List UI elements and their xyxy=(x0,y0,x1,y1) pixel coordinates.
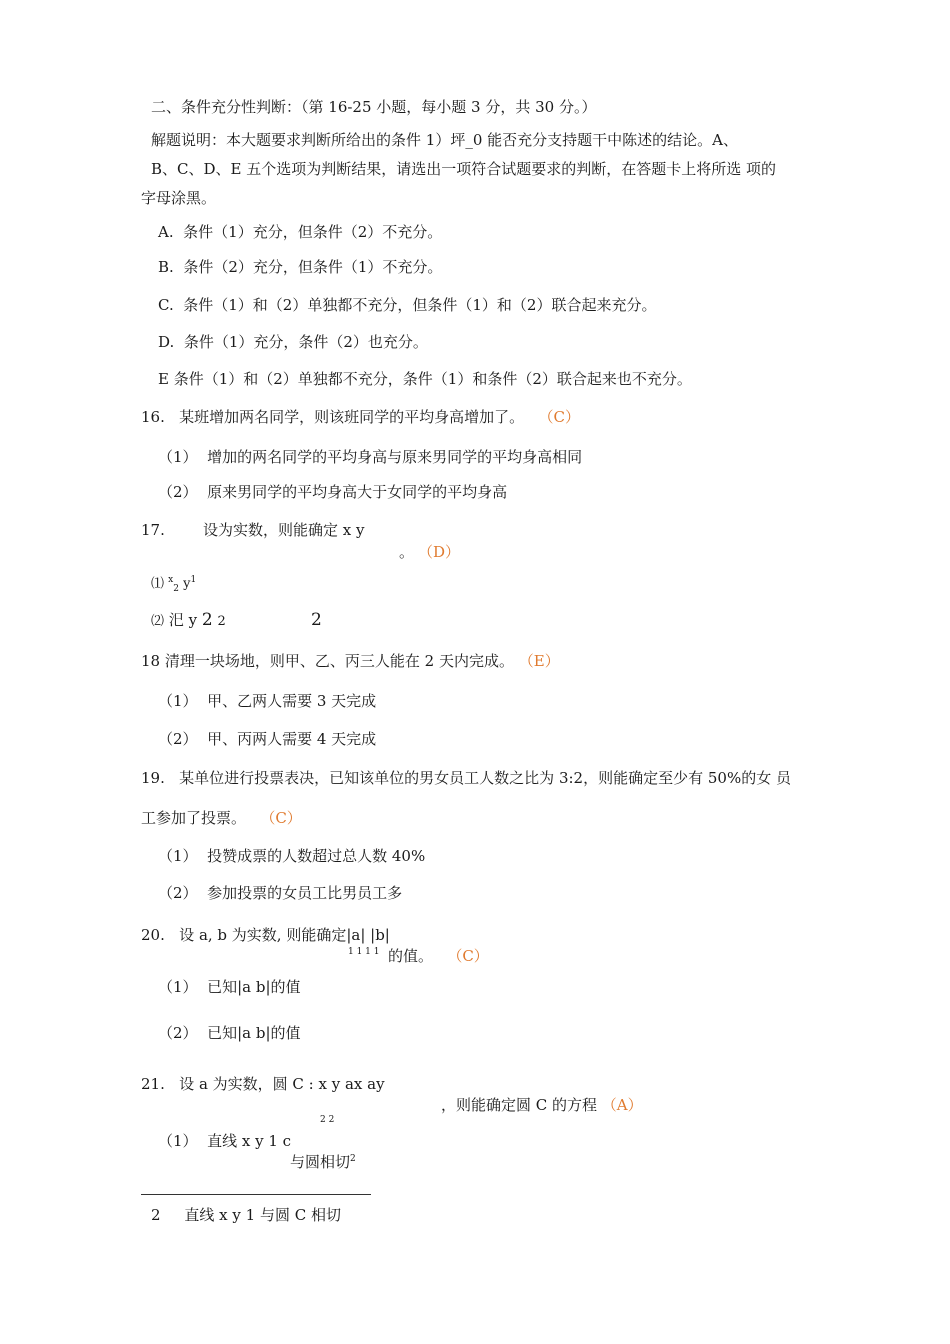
answer-key: （C） xyxy=(538,408,580,426)
option-b xyxy=(158,260,442,275)
question-number: 21. xyxy=(141,1075,165,1093)
condition-text: 汜 y xyxy=(168,611,198,629)
question-stem: 的值。 xyxy=(388,947,434,965)
condition-text: 增加的两名同学的平均身高与原来男同学的平均身高相同 xyxy=(207,448,583,466)
question-20-tail xyxy=(388,949,489,964)
instructions-line-1: 解题说明：本大题要求判断所给出的条件 1）坪_0 能否充分支持题干中陈述的结论。A、 xyxy=(151,131,738,149)
question-stem: 清理一块场地，则甲、乙、丙三人能在 2 天内完成。 xyxy=(164,652,514,670)
option-text: E 条件（1）和（2）单独都不充分，条件（1）和条件（2）联合起来也不充分。 xyxy=(158,370,692,388)
exponent: 2 xyxy=(311,610,322,630)
section-header: 二、条件充分性判断：（第 16-25 小题，每小题 3 分，共 30 分。） xyxy=(151,98,597,116)
q21-condition-1-tail xyxy=(290,1155,356,1170)
answer-key: （A） xyxy=(601,1096,643,1114)
condition-label: ⑵ xyxy=(151,614,165,629)
superscript: 2 xyxy=(350,1154,356,1164)
q21-condition-1 xyxy=(158,1134,291,1149)
subscript: 2 xyxy=(173,583,179,594)
question-17-period: 。 xyxy=(399,543,415,561)
question-stem: 设 a 为实数，圆 C : x y ax ay xyxy=(179,1075,385,1093)
option-text: 条件（1）充分，条件（2）也充分。 xyxy=(183,333,428,351)
condition-label: （1） xyxy=(158,692,198,710)
option-letter: B. xyxy=(158,258,174,276)
question-stem: 工参加了投票。 xyxy=(141,809,247,827)
condition-label: ⑴ xyxy=(151,576,165,592)
q20-condition-1 xyxy=(158,980,301,995)
condition-text: 投赞成票的人数超过总人数 40% xyxy=(207,847,426,865)
condition-label: （2） xyxy=(158,730,198,748)
q19-condition-2 xyxy=(158,886,402,901)
question-number: 20. xyxy=(141,926,165,944)
q18-condition-2 xyxy=(158,732,376,747)
question-19 xyxy=(141,771,791,786)
condition-text: 原来男同学的平均身高大于女同学的平均身高 xyxy=(207,483,508,501)
condition-text: 已知|a b|的值 xyxy=(207,978,301,996)
question-19-line-2 xyxy=(141,811,302,826)
question-stem: 某单位进行投票表决，已知该单位的男女员工人数之比为 3:2，则能确定至少有 50%的女 员 xyxy=(179,769,791,787)
q17-condition-1 xyxy=(151,576,196,594)
q20-condition-2 xyxy=(158,1026,301,1041)
question-21 xyxy=(141,1077,385,1092)
question-stem: 某班增加两名同学，则该班同学的平均身高增加了。 xyxy=(179,408,525,426)
option-letter: C. xyxy=(158,296,174,314)
question-number: 19. xyxy=(141,769,165,787)
instructions-line-3: 字母涂黑。 xyxy=(141,189,217,207)
question-21-tail xyxy=(441,1098,643,1113)
answer-key: （D） xyxy=(418,543,461,561)
answer-key: （E） xyxy=(518,652,560,670)
condition-text: 直线 x y 1 c xyxy=(207,1132,292,1150)
option-e xyxy=(158,372,692,387)
option-text: 条件（2）充分，但条件（1）不充分。 xyxy=(183,258,443,276)
condition-text: 参加投票的女员工比男员工多 xyxy=(207,884,403,902)
condition-label: （2） xyxy=(158,483,198,501)
condition-label: （2） xyxy=(158,884,198,902)
question-18 xyxy=(141,654,560,669)
exponent: 2 2 xyxy=(320,1115,335,1125)
condition-label: （1） xyxy=(158,1132,198,1150)
condition-label: （1） xyxy=(158,448,198,466)
answer-key: （C） xyxy=(260,809,302,827)
condition-text: 甲、丙两人需要 4 天完成 xyxy=(207,730,377,748)
subscript-row: 1 1 1 1 xyxy=(348,947,380,957)
superscript: x xyxy=(168,575,174,585)
option-letter: D. xyxy=(158,333,175,351)
variable: y xyxy=(183,576,191,592)
question-stem: ，则能确定圆 C 的方程 xyxy=(441,1096,598,1114)
exponent: 2 xyxy=(217,614,226,629)
option-d xyxy=(158,335,428,350)
exponent: 2 xyxy=(201,610,213,630)
condition-text: 直线 x y 1 与圆 C 相切 xyxy=(184,1206,341,1224)
question-20 xyxy=(141,928,390,943)
condition-label: （2） xyxy=(158,1024,198,1042)
q16-condition-1 xyxy=(158,450,582,465)
option-text: 条件（1）充分，但条件（2）不充分。 xyxy=(183,223,443,241)
condition-text: 已知|a b|的值 xyxy=(207,1024,301,1042)
q21-condition-2 xyxy=(151,1208,341,1223)
condition-label: （1） xyxy=(158,847,198,865)
option-letter: A. xyxy=(158,223,174,241)
option-a xyxy=(158,225,442,240)
option-c xyxy=(158,298,656,313)
q19-condition-1 xyxy=(158,849,425,864)
divider-line xyxy=(141,1194,371,1195)
condition-label: （1） xyxy=(158,978,198,996)
question-number: 16. xyxy=(141,408,165,426)
q18-condition-1 xyxy=(158,694,376,709)
answer-key: （C） xyxy=(447,947,489,965)
option-text: 条件（1）和（2）单独都不充分，但条件（1）和（2）联合起来充分。 xyxy=(183,296,657,314)
condition-text: 与圆相切 xyxy=(290,1153,351,1171)
condition-text: 甲、乙两人需要 3 天完成 xyxy=(207,692,377,710)
superscript: 1 xyxy=(190,575,197,585)
condition-label: 2 xyxy=(151,1206,161,1224)
question-16 xyxy=(141,410,580,425)
question-17-stem: 设为实数，则能确定 x y xyxy=(203,521,365,539)
instructions-line-2: B、C、D、E 五个选项为判断结果，请选出一项符合试题要求的判断，在答题卡上将所选 项的 xyxy=(151,160,777,178)
question-number: 18 xyxy=(141,652,161,670)
question-stem: 设 a, b 为实数, 则能确定|a| |b| xyxy=(179,926,390,944)
q17-condition-2 xyxy=(151,612,226,629)
question-17-number: 17. xyxy=(141,521,165,539)
q16-condition-2 xyxy=(158,485,507,500)
